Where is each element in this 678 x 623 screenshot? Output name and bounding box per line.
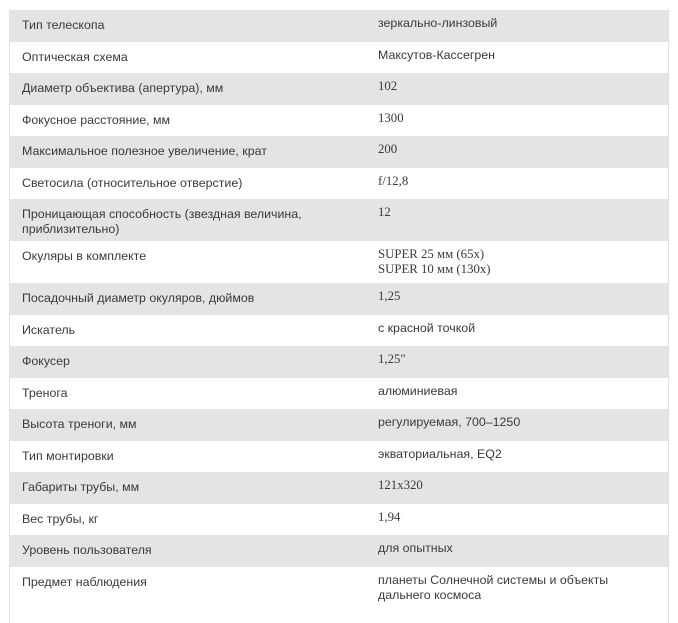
spec-label: Фокусное расстояние, мм xyxy=(10,105,365,137)
spec-label: Максимальное полезное увеличение, крат xyxy=(10,136,365,168)
spec-value xyxy=(365,504,668,536)
spec-value-line: 200 xyxy=(378,142,398,156)
spec-value xyxy=(365,346,668,378)
spec-value-line: 1300 xyxy=(378,110,404,125)
spec-value-line: 12 xyxy=(378,205,391,219)
spec-value xyxy=(365,283,668,315)
spec-value-line: SUPER 25 мм (65x) xyxy=(378,247,485,261)
spec-label: Тренога xyxy=(10,378,365,410)
spec-value-line: f/12,8 xyxy=(378,173,409,188)
spec-value xyxy=(365,315,668,347)
table-row xyxy=(10,535,668,567)
spec-value-line: регулируемая, 700–1250 xyxy=(378,415,521,429)
spec-value-line: 1,25 xyxy=(378,289,401,303)
spec-value-line: экваториальная, EQ2 xyxy=(378,446,502,461)
spec-value xyxy=(365,409,668,441)
table-row xyxy=(10,199,668,241)
spec-value-line: зеркально-линзовый xyxy=(378,16,498,30)
spec-value-line: 102 xyxy=(378,79,398,93)
spec-label: Проницающая способность (звездная величина, приблизительно) xyxy=(10,199,365,241)
spec-label: Уровень пользователя xyxy=(10,535,365,567)
spec-value-line: Максутов-Кассегрен xyxy=(378,47,495,62)
specifications-table xyxy=(10,10,668,609)
table-row xyxy=(10,105,668,137)
table-row xyxy=(10,567,668,609)
spec-value xyxy=(365,168,668,200)
table-row xyxy=(10,10,668,42)
spec-label: Диаметр объектива (апертура), мм xyxy=(10,73,365,105)
table-row xyxy=(10,73,668,105)
spec-label: Светосила (относительное отверстие) xyxy=(10,168,365,200)
spec-value xyxy=(365,10,668,42)
table-row xyxy=(10,409,668,441)
spec-label: Габариты трубы, мм xyxy=(10,472,365,504)
spec-value-line: 121x320 xyxy=(378,478,423,492)
table-row xyxy=(10,315,668,347)
table-row xyxy=(10,441,668,473)
spec-label: Высота треноги, мм xyxy=(10,409,365,441)
table-row xyxy=(10,283,668,315)
spec-value xyxy=(365,199,668,241)
table-row xyxy=(10,504,668,536)
spec-label: Искатель xyxy=(10,315,365,347)
specifications-table-body xyxy=(10,10,668,609)
spec-label: Предмет наблюдения xyxy=(10,567,365,609)
spec-label: Фокусер xyxy=(10,346,365,378)
spec-value xyxy=(365,441,668,473)
spec-value xyxy=(365,535,668,567)
spec-label: Окуляры в комплекте xyxy=(10,241,365,283)
table-row xyxy=(10,378,668,410)
spec-label: Вес трубы, кг xyxy=(10,504,365,536)
spec-label: Посадочный диаметр окуляров, дюймов xyxy=(10,283,365,315)
spec-value xyxy=(365,105,668,137)
spec-value-line: с красной точкой xyxy=(378,320,476,335)
table-row xyxy=(10,472,668,504)
table-row xyxy=(10,241,668,283)
table-row xyxy=(10,168,668,200)
spec-value-line: 1,94 xyxy=(378,509,401,524)
spec-label: Тип монтировки xyxy=(10,441,365,473)
spec-value xyxy=(365,378,668,410)
table-row xyxy=(10,346,668,378)
spec-value-line: планеты Солнечной системы и объекты дальнего космоса xyxy=(378,572,609,602)
spec-value-line: 1,25" xyxy=(378,352,406,366)
spec-value xyxy=(365,241,668,283)
spec-value xyxy=(365,567,668,609)
table-row xyxy=(10,42,668,74)
spec-value-line: для опытных xyxy=(378,541,453,555)
spec-value xyxy=(365,73,668,105)
spec-value-line: SUPER 10 мм (130x) xyxy=(378,262,491,276)
spec-label: Оптическая схема xyxy=(10,42,365,74)
table-row xyxy=(10,136,668,168)
spec-value-line: алюминиевая xyxy=(378,383,458,398)
spec-value xyxy=(365,42,668,74)
spec-value xyxy=(365,472,668,504)
spec-value xyxy=(365,136,668,168)
spec-label: Тип телескопа xyxy=(10,10,365,42)
